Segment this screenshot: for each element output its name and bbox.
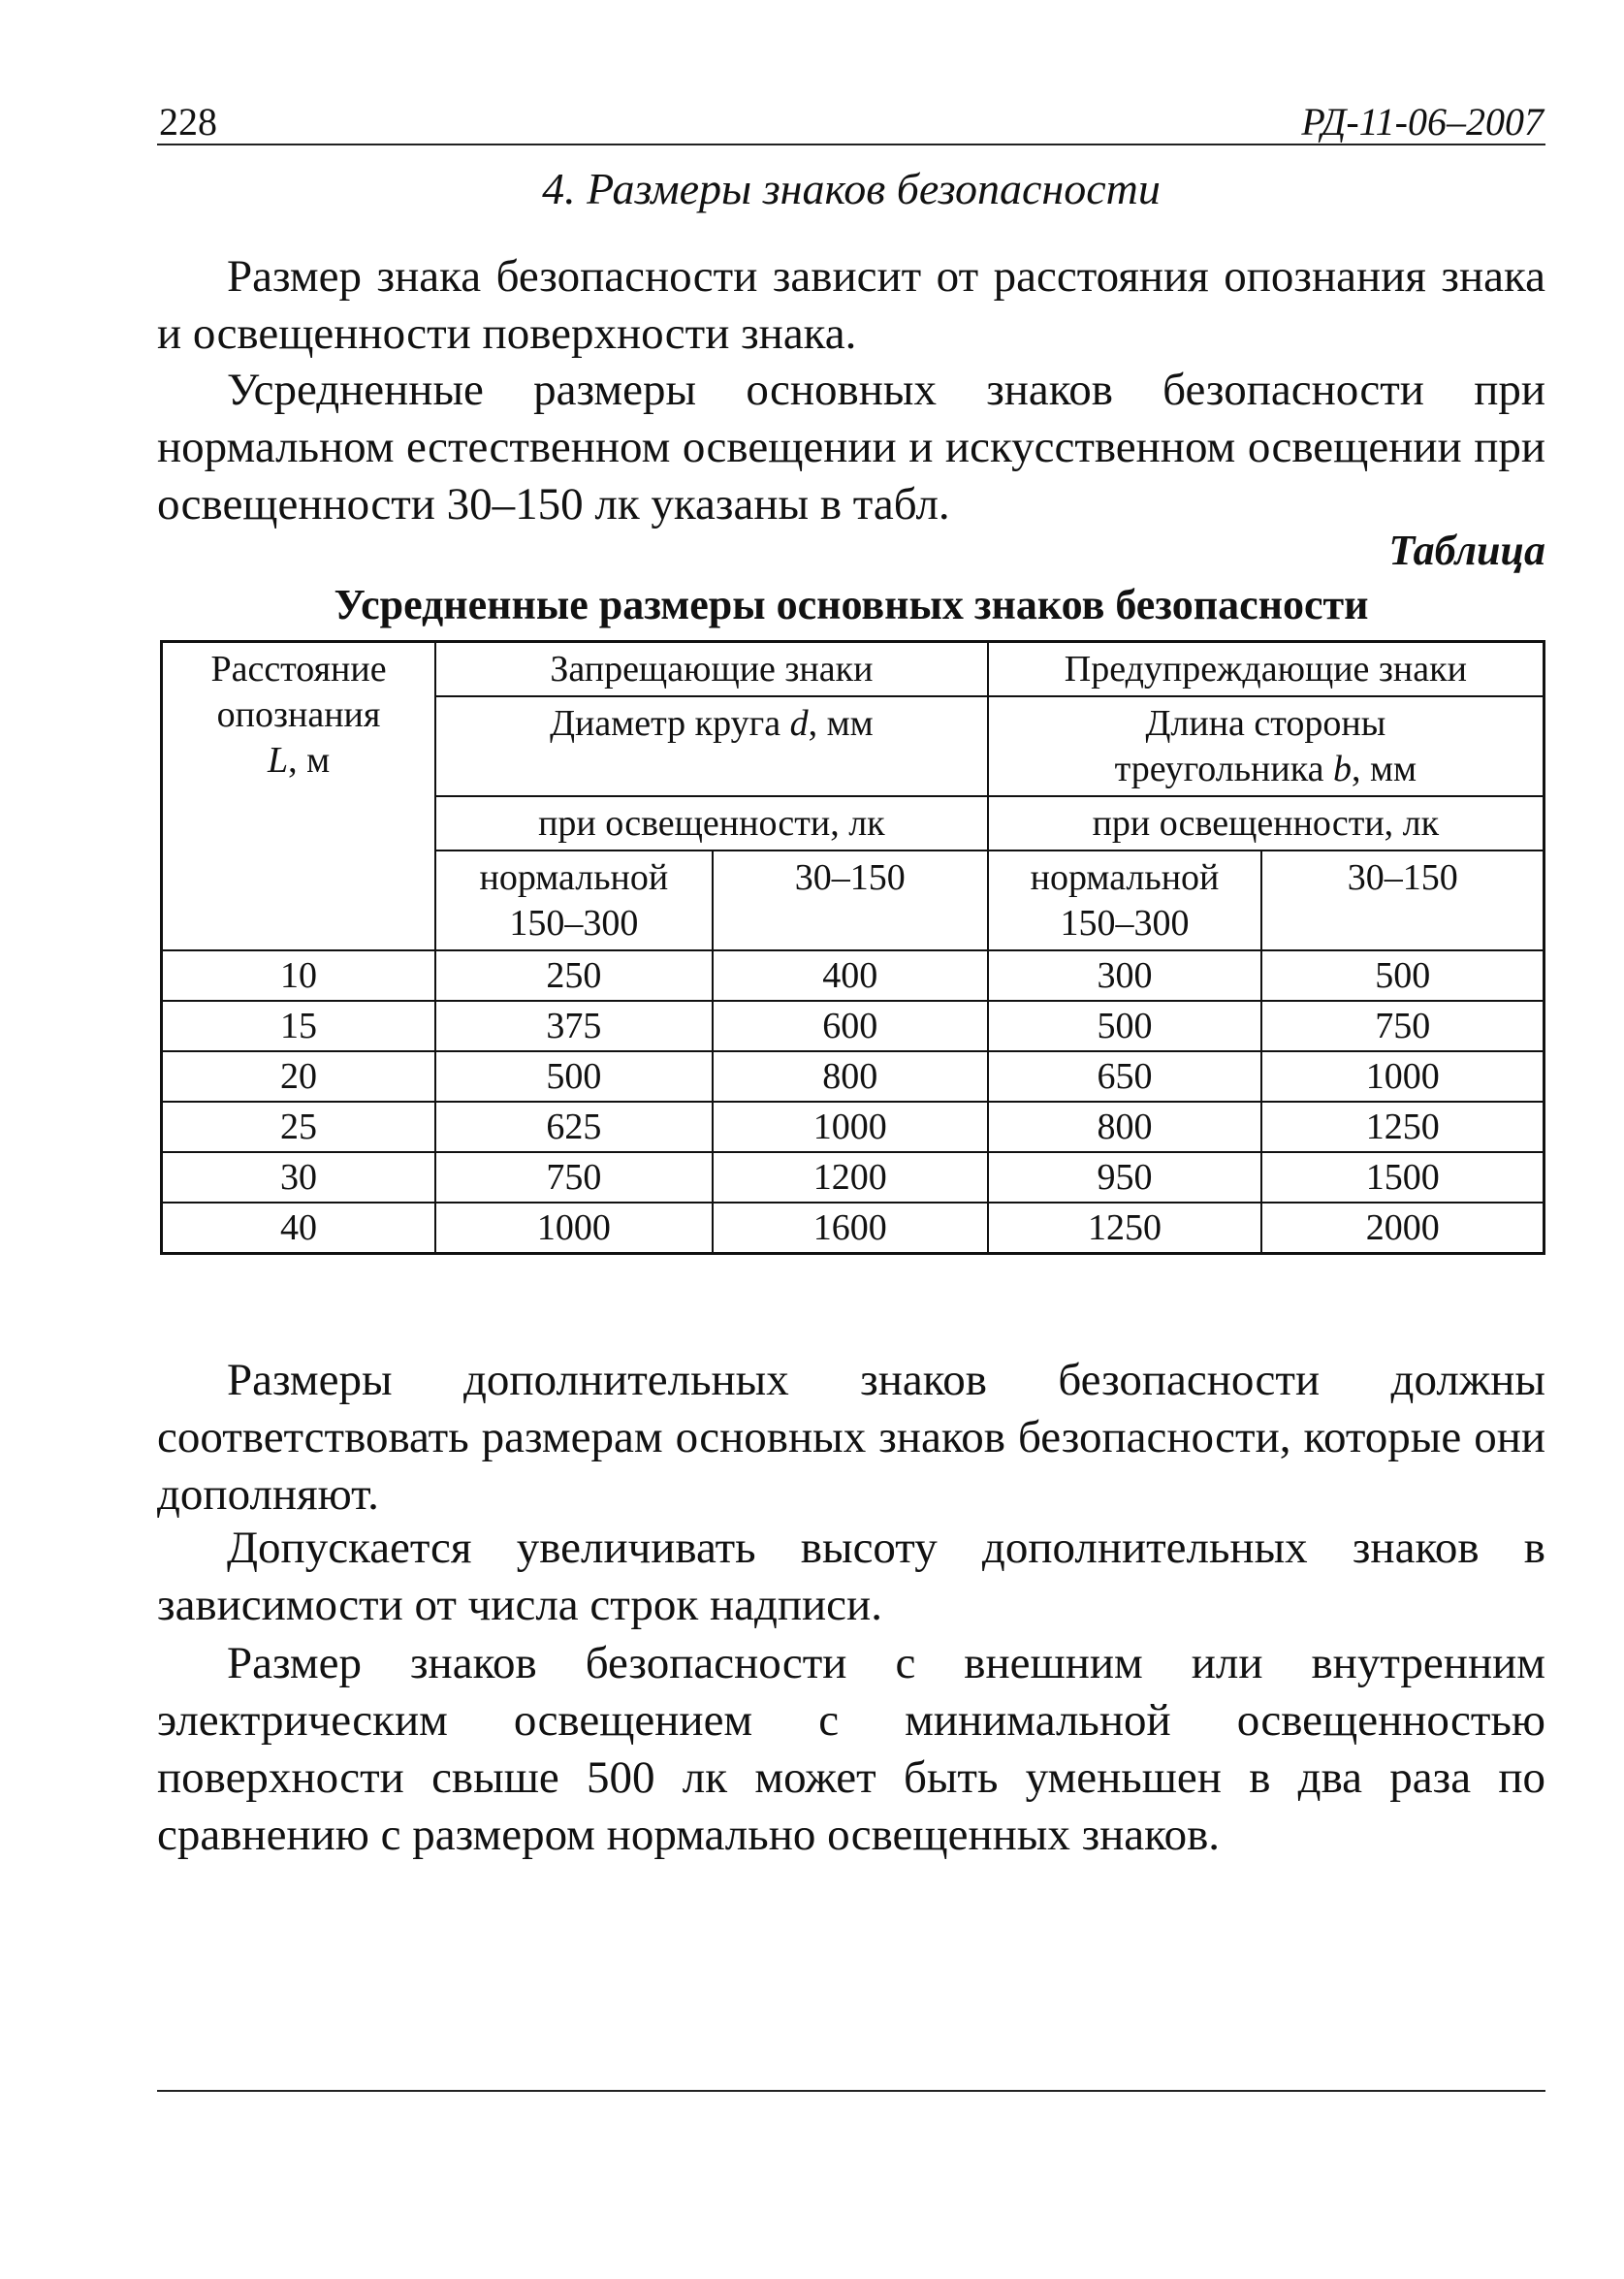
cell-distance: 10 xyxy=(162,950,436,1001)
variable-d: d xyxy=(789,703,809,744)
cell-side-normal: 950 xyxy=(988,1152,1262,1203)
table-title: Усредненные размеры основных знаков безопасности xyxy=(334,581,1369,628)
cell-distance: 15 xyxy=(162,1001,436,1051)
cell-diameter-30-150: 400 xyxy=(713,950,988,1001)
cell-diameter-30-150: 600 xyxy=(713,1001,988,1051)
cell-diameter-normal: 625 xyxy=(435,1102,713,1152)
table-row xyxy=(162,950,1544,1001)
side-line2 xyxy=(995,747,1537,792)
header-circle-diameter xyxy=(435,696,988,796)
cell-side-30-150: 1250 xyxy=(1261,1102,1544,1152)
paragraph-intro-1: Размер знака безопасности зависит от расстояния опознания знака и освещенности поверхности знака. xyxy=(157,251,1545,359)
cell-diameter-30-150: 1000 xyxy=(713,1102,988,1152)
header-distance-line3 xyxy=(169,738,429,784)
header-triangle-side xyxy=(988,696,1544,796)
cell-diameter-normal: 250 xyxy=(435,950,713,1001)
paragraph-additional-3: Размер знаков безопасности с внешним или внутренним электрическим освещением с минимальной освещенностью поверхности свыше 500 лк может быть уменьшен в два раза по сравнению с размером нормально освещенных знаков. xyxy=(157,1638,1545,1860)
header-normal-warning xyxy=(988,851,1262,950)
cell-distance: 30 xyxy=(162,1152,436,1203)
cell-diameter-normal: 1000 xyxy=(435,1203,713,1254)
distance-unit: , м xyxy=(288,740,331,781)
paragraph-additional-1: Размеры дополнительных знаков безопасности должны соответствовать размерам основных знаков безопасности, которые они дополняют. xyxy=(157,1355,1545,1520)
cell-diameter-30-150: 1200 xyxy=(713,1152,988,1203)
cell-diameter-30-150: 1600 xyxy=(713,1203,988,1254)
cell-side-normal: 500 xyxy=(988,1001,1262,1051)
normal-line2: 150–300 xyxy=(1060,903,1190,944)
variable-b: b xyxy=(1332,749,1352,789)
cell-side-normal: 800 xyxy=(988,1102,1262,1152)
header-range-prohibiting: 30–150 xyxy=(713,851,988,950)
cell-side-normal: 650 xyxy=(988,1051,1262,1102)
normal-line1: нормальной xyxy=(1030,857,1220,898)
running-head xyxy=(157,97,1545,145)
header-prohibiting-signs: Запрещающие знаки xyxy=(435,642,988,697)
sign-sizes-table xyxy=(160,640,1545,1255)
table-row xyxy=(162,1001,1544,1051)
cell-side-30-150: 500 xyxy=(1261,950,1544,1001)
cell-side-30-150: 750 xyxy=(1261,1001,1544,1051)
document-code: РД-11-06–2007 xyxy=(1301,100,1544,144)
table-row xyxy=(162,1203,1544,1254)
cell-side-normal: 300 xyxy=(988,950,1262,1001)
cell-side-normal: 1250 xyxy=(988,1203,1262,1254)
table-label: Таблица xyxy=(1388,527,1545,574)
diameter-unit: , мм xyxy=(808,703,874,744)
header-range-warning: 30–150 xyxy=(1261,851,1544,950)
normal-line1: нормальной xyxy=(479,857,669,898)
table-row xyxy=(162,1051,1544,1102)
cell-diameter-normal: 750 xyxy=(435,1152,713,1203)
header-distance xyxy=(162,642,436,951)
side-unit: , мм xyxy=(1351,749,1417,789)
side-prefix: треугольника xyxy=(1114,749,1333,789)
cell-side-30-150: 1000 xyxy=(1261,1051,1544,1102)
footer-rule xyxy=(157,2090,1545,2092)
paragraph-additional-2: Допускается увеличивать высоту дополнительных знаков в зависимости от числа строк надписи. xyxy=(157,1523,1545,1630)
cell-side-30-150: 1500 xyxy=(1261,1152,1544,1203)
cell-distance: 20 xyxy=(162,1051,436,1102)
page-number: 228 xyxy=(159,100,217,144)
normal-line2: 150–300 xyxy=(509,903,639,944)
cell-distance: 25 xyxy=(162,1102,436,1152)
section-title: 4. Размеры знаков безопасности xyxy=(542,164,1161,213)
cell-distance: 40 xyxy=(162,1203,436,1254)
side-line1: Длина стороны xyxy=(1145,703,1386,744)
table-row xyxy=(162,1152,1544,1203)
header-distance-line1: Расстояние xyxy=(210,649,387,690)
header-normal-prohibiting xyxy=(435,851,713,950)
cell-side-30-150: 2000 xyxy=(1261,1203,1544,1254)
header-illumination-prohibiting: при освещенности, лк xyxy=(435,796,988,851)
cell-diameter-normal: 375 xyxy=(435,1001,713,1051)
header-illumination-warning: при освещенности, лк xyxy=(988,796,1544,851)
table-header-row xyxy=(162,642,1544,697)
table-row xyxy=(162,1102,1544,1152)
cell-diameter-normal: 500 xyxy=(435,1051,713,1102)
paragraph-intro-2: Усредненные размеры основных знаков безопасности при нормальном естественном освещении и искусственном освещении при освещенности 30–150 лк указаны в табл. xyxy=(157,365,1545,530)
header-warning-signs: Предупреждающие знаки xyxy=(988,642,1544,697)
variable-l: L xyxy=(267,740,289,781)
diameter-prefix: Диаметр круга xyxy=(550,703,790,744)
cell-diameter-30-150: 800 xyxy=(713,1051,988,1102)
header-distance-line2: опознания xyxy=(216,694,381,735)
